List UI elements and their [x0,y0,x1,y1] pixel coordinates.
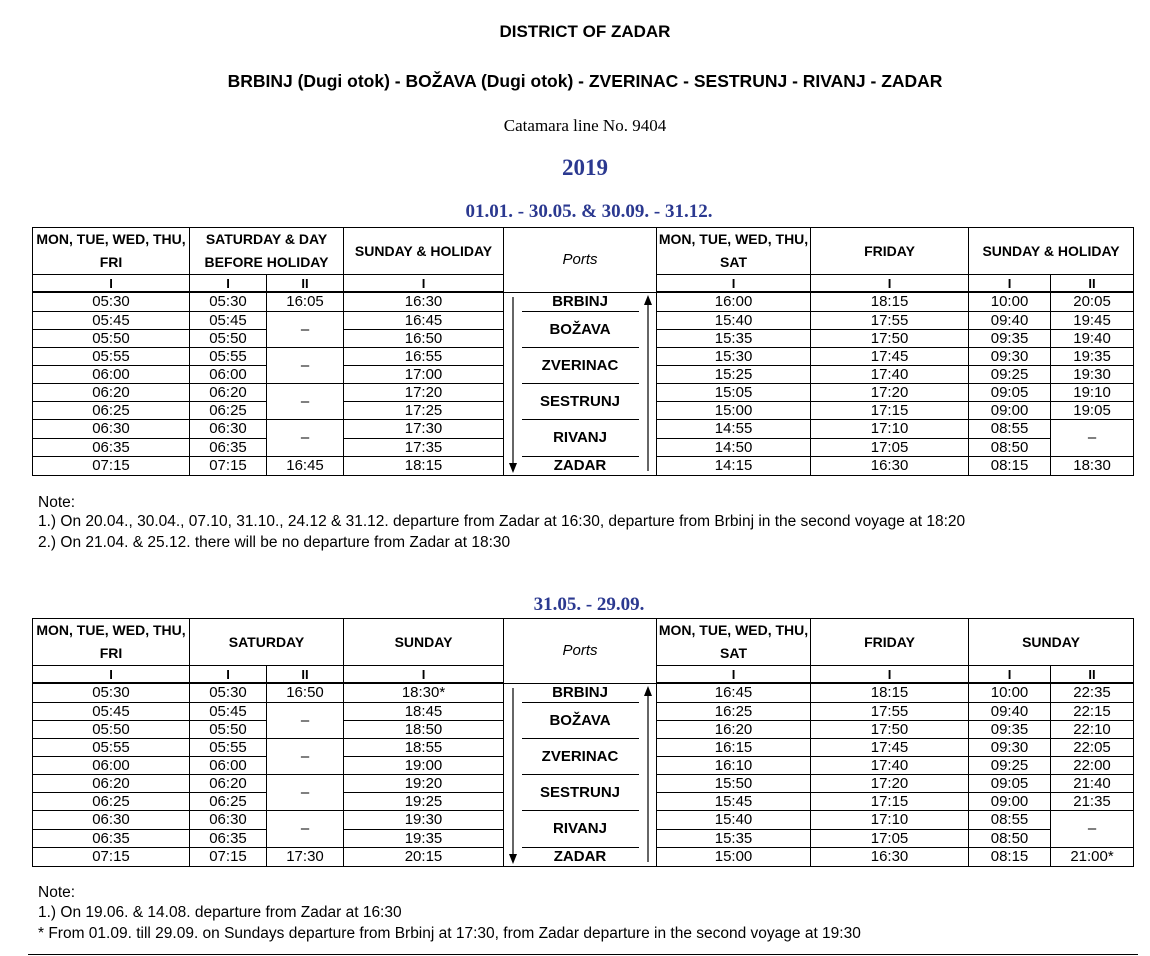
port-name: ZVERINAC [522,738,639,774]
time-cell: 18:15 [811,292,969,311]
time-cell: 08:15 [969,456,1051,475]
time-cell: 21:35 [1051,793,1134,811]
header-mon-sat: MON, TUE, WED, THU, SAT [657,228,811,275]
time-cell: – [267,347,344,383]
time-cell: 06:35 [33,438,190,456]
port-name: SESTRUNJ [522,775,639,811]
time-cell: – [1051,420,1134,456]
time-cell: 17:20 [344,384,504,402]
time-cell: 16:45 [344,311,504,329]
time-cell: 05:30 [33,292,190,311]
time-cell: 15:35 [657,829,811,847]
time-cell: 09:25 [969,366,1051,384]
time-cell: 15:05 [657,384,811,402]
header-mon-fri: MON, TUE, WED, THU, FRI [33,619,190,666]
time-cell: 06:00 [190,757,267,775]
time-cell: 05:50 [33,720,190,738]
time-cell: 16:25 [657,702,811,720]
time-cell: 19:20 [344,775,504,793]
time-cell: – [267,311,344,347]
time-cell: 15:45 [657,793,811,811]
time-cell: 14:50 [657,438,811,456]
note-1-1: 1.) On 20.04., 30.04., 07.10, 31.10., 24.12 & 31.12. departure from Zadar at 16:30, departure from Brbinj in the second voyage at 18:20 [38,513,966,530]
time-cell: 17:30 [344,420,504,438]
time-cell: – [267,420,344,456]
note-2-2: * From 01.09. till 29.09. on Sundays departure from Brbinj at 17:30, from Zadar departure in the second voyage at 19:30 [38,925,861,942]
time-cell: 09:05 [969,384,1051,402]
time-cell: 09:35 [969,720,1051,738]
arrow-up-icon [639,684,657,866]
time-cell: 15:50 [657,775,811,793]
time-cell: 06:00 [190,366,267,384]
header-sunday-return: SUNDAY [969,619,1134,666]
time-cell: 08:15 [969,847,1051,866]
time-cell: 09:30 [969,738,1051,756]
time-cell: 20:05 [1051,292,1134,311]
time-cell: 16:20 [657,720,811,738]
time-cell: 06:25 [190,402,267,420]
note-label-2: Note: [38,884,76,901]
time-cell: 17:45 [811,738,969,756]
timetable-grid [32,618,1134,867]
run-mon-sat: I [657,666,811,684]
time-cell: – [267,738,344,774]
time-cell: 05:50 [33,329,190,347]
time-cell: 19:30 [1051,366,1134,384]
time-cell: 05:30 [33,683,190,702]
time-cell: 16:50 [267,683,344,702]
arrow-up-icon [639,293,657,475]
time-cell: 06:25 [33,402,190,420]
time-cell: 17:10 [811,420,969,438]
run-sat-1: I [190,275,267,293]
time-cell: 05:45 [190,702,267,720]
time-cell: – [1051,811,1134,847]
arrow-down-icon [504,293,522,475]
note-label-1: Note: [38,494,76,511]
arrow-down-left [504,292,522,475]
time-cell: 18:45 [344,702,504,720]
time-cell: 17:55 [811,311,969,329]
time-cell: 19:10 [1051,384,1134,402]
time-cell: 06:20 [33,775,190,793]
port-zadar: ZADAR [522,456,639,475]
time-cell: 09:35 [969,329,1051,347]
time-cell: 22:05 [1051,738,1134,756]
run-sun-1: I [969,666,1051,684]
run-fri: I [811,275,969,293]
time-cell: 17:50 [811,329,969,347]
time-cell: 18:55 [344,738,504,756]
table-row [33,683,1134,702]
time-cell: 19:35 [1051,347,1134,365]
header-sunday-return: SUNDAY & HOLIDAY [969,228,1134,275]
time-cell: 16:00 [657,292,811,311]
time-cell: 05:50 [190,329,267,347]
time-cell: 09:00 [969,402,1051,420]
time-cell: 19:30 [344,811,504,829]
time-cell: 05:45 [33,702,190,720]
time-cell: 17:10 [811,811,969,829]
time-cell: 06:35 [190,438,267,456]
time-cell: 22:15 [1051,702,1134,720]
time-cell: 19:35 [344,829,504,847]
table-row [33,456,1134,475]
time-cell: 19:00 [344,757,504,775]
arrow-down-left [504,683,522,866]
time-cell: 09:40 [969,702,1051,720]
time-cell: 06:00 [33,366,190,384]
time-cell: 17:35 [344,438,504,456]
time-cell: 22:35 [1051,683,1134,702]
time-cell: 08:50 [969,438,1051,456]
time-cell: 19:45 [1051,311,1134,329]
timetable-grid [32,227,1134,476]
arrow-down-icon [504,684,522,866]
port-name: BOŽAVA [522,702,639,738]
table-row [33,347,1134,365]
arrow-up-right [639,683,657,866]
header-friday: FRIDAY [811,619,969,666]
time-cell: 16:45 [267,456,344,475]
period-2: 31.05. - 29.09. [533,594,645,615]
period-1: 01.01. - 30.05. & 30.09. - 31.12. [465,201,713,222]
header-ports: Ports [504,619,657,684]
time-cell: 16:55 [344,347,504,365]
time-cell: 17:15 [811,793,969,811]
time-cell: 10:00 [969,292,1051,311]
time-cell: 06:30 [33,420,190,438]
header-mon-sat: MON, TUE, WED, THU, SAT [657,619,811,666]
time-cell: 07:15 [33,456,190,475]
time-cell: 06:35 [33,829,190,847]
time-cell: 17:40 [811,757,969,775]
header-sunday: SUNDAY [344,619,504,666]
run-sun: I [344,666,504,684]
time-cell: – [267,702,344,738]
line-number: Catamara line No. 9404 [503,116,667,135]
time-cell: 05:55 [190,347,267,365]
time-cell: 15:00 [657,402,811,420]
port-brbinj: BRBINJ [522,292,639,311]
time-cell: 05:45 [190,311,267,329]
time-cell: 06:00 [33,757,190,775]
header-mon-fri: MON, TUE, WED, THU, FRI [33,228,190,275]
port-name: SESTRUNJ [522,384,639,420]
run-sun-2: II [1051,275,1134,293]
time-cell: 06:20 [190,775,267,793]
time-cell: 17:05 [811,438,969,456]
table-row [33,775,1134,793]
header-friday: FRIDAY [811,228,969,275]
run-sat-2: II [267,275,344,293]
table-row [33,702,1134,720]
time-cell: 19:40 [1051,329,1134,347]
header-ports: Ports [504,228,657,293]
time-cell: 06:20 [190,384,267,402]
time-cell: 17:50 [811,720,969,738]
time-cell: 19:05 [1051,402,1134,420]
time-cell: 08:50 [969,829,1051,847]
time-cell: 21:00* [1051,847,1134,866]
time-cell: 09:40 [969,311,1051,329]
time-cell: 05:30 [190,683,267,702]
time-cell: 21:40 [1051,775,1134,793]
time-cell: 18:15 [344,456,504,475]
port-brbinj: BRBINJ [522,683,639,702]
time-cell: 14:55 [657,420,811,438]
run-sat-1: I [190,666,267,684]
time-cell: 06:25 [33,793,190,811]
time-cell: 22:10 [1051,720,1134,738]
time-cell: 15:25 [657,366,811,384]
time-cell: 17:20 [811,384,969,402]
year: 2019 [562,155,608,180]
time-cell: 05:55 [33,738,190,756]
time-cell: 18:30 [1051,456,1134,475]
time-cell: 05:55 [190,738,267,756]
time-cell: 16:30 [344,292,504,311]
port-name: RIVANJ [522,420,639,456]
run-sun-2: II [1051,666,1134,684]
time-cell: 16:30 [811,456,969,475]
time-cell: 17:05 [811,829,969,847]
port-name: ZVERINAC [522,347,639,383]
time-cell: 07:15 [190,847,267,866]
time-cell: 05:45 [33,311,190,329]
time-cell: 16:30 [811,847,969,866]
time-cell: 06:30 [190,811,267,829]
port-zadar: ZADAR [522,847,639,866]
time-cell: 06:25 [190,793,267,811]
time-cell: 19:25 [344,793,504,811]
run-mon-fri: I [33,275,190,293]
run-sun-1: I [969,275,1051,293]
header-saturday: SATURDAY [190,619,344,666]
time-cell: 17:00 [344,366,504,384]
route-title: BRBINJ (Dugi otok) - BOŽAVA (Dugi otok) - ZVERINAC - SESTRUNJ - RIVANJ - ZADAR [227,71,943,91]
header-saturday: SATURDAY & DAY BEFORE HOLIDAY [190,228,344,275]
time-cell: 17:30 [267,847,344,866]
time-cell: 17:45 [811,347,969,365]
time-cell: 09:05 [969,775,1051,793]
header-sunday: SUNDAY & HOLIDAY [344,228,504,275]
time-cell: 17:25 [344,402,504,420]
arrow-up-right [639,292,657,475]
time-cell: 07:15 [190,456,267,475]
table-row [33,384,1134,402]
time-cell: 18:15 [811,683,969,702]
time-cell: 16:15 [657,738,811,756]
time-cell: 16:10 [657,757,811,775]
time-cell: 05:50 [190,720,267,738]
time-cell: 16:50 [344,329,504,347]
time-cell: 17:20 [811,775,969,793]
run-sun: I [344,275,504,293]
time-cell: 05:30 [190,292,267,311]
time-cell: 16:45 [657,683,811,702]
time-cell: 18:30* [344,683,504,702]
time-cell: 17:55 [811,702,969,720]
time-cell: 08:55 [969,811,1051,829]
time-cell: 09:00 [969,793,1051,811]
run-sat-2: II [267,666,344,684]
time-cell: 06:35 [190,829,267,847]
time-cell: 09:30 [969,347,1051,365]
time-cell: – [267,384,344,420]
time-cell: 15:00 [657,847,811,866]
note-1-2: 2.) On 21.04. & 25.12. there will be no departure from Zadar at 18:30 [38,534,511,551]
time-cell: 16:05 [267,292,344,311]
time-cell: 06:30 [190,420,267,438]
district-title: DISTRICT OF ZADAR [499,22,671,41]
time-cell: 18:50 [344,720,504,738]
run-fri: I [811,666,969,684]
run-mon-fri: I [33,666,190,684]
time-cell: 22:00 [1051,757,1134,775]
table-row [33,420,1134,438]
time-cell: – [267,811,344,847]
table-row [33,311,1134,329]
time-cell: 15:40 [657,311,811,329]
run-mon-sat: I [657,275,811,293]
bottom-rule [28,954,1138,955]
time-cell: 08:55 [969,420,1051,438]
time-cell: 05:55 [33,347,190,365]
note-2-1: 1.) On 19.06. & 14.08. departure from Zadar at 16:30 [38,904,402,921]
time-cell: 20:15 [344,847,504,866]
time-cell: 17:15 [811,402,969,420]
time-cell: 15:35 [657,329,811,347]
table-row [33,847,1134,866]
time-cell: – [267,775,344,811]
time-cell: 17:40 [811,366,969,384]
time-cell: 06:30 [33,811,190,829]
time-cell: 09:25 [969,757,1051,775]
time-cell: 14:15 [657,456,811,475]
time-cell: 15:40 [657,811,811,829]
time-cell: 10:00 [969,683,1051,702]
table-row [33,292,1134,311]
port-name: RIVANJ [522,811,639,847]
table-row [33,738,1134,756]
time-cell: 15:30 [657,347,811,365]
port-name: BOŽAVA [522,311,639,347]
time-cell: 06:20 [33,384,190,402]
time-cell: 07:15 [33,847,190,866]
table-row [33,811,1134,829]
